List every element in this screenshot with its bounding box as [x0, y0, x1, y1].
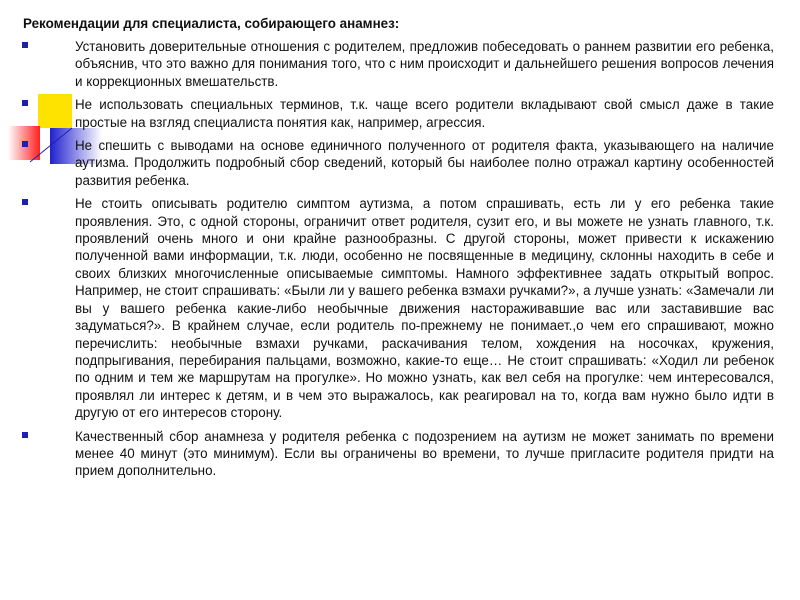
list-item-text: Не стоить описывать родителю симптом аутизма, а потом спрашивать, есть ли у его ребенка такие проявления. Это, с одной стороны, ограничит ответ родителя, сузит его, и вы можете не узнать главного, т.к. проявлений очень много и они крайне разнообразны. С другой стороны, может привести к искажению полученной вами информации, т.к. люди, особенно не посвященные в медицину, склонны находить в себе и своих близких многочисленные описываемые симптомы. Намного эффективнее задать открытый вопрос. Например, не стоит спрашивать: «Были ли у вашего ребенка взмахи ручками?», а лучше узнать: «Замечали ли вы у вашего ребенка какие-либо необычные движения настораживавшие вас или заставившие вас задуматься?». В крайнем случае, если родитель по-прежнему не понимает.,о чем его спрашивают, можно перечислить: необычные взмахи ручками, раскачивания телом, хождения на носочках, кружения, подпрыгивания, перебирания пальцами, возможно, какие-то еще… Не стоит спрашивать: «Ходил ли ребенок по одним и тем же маршрутам на прогулке». Но можно узнать, как вел себя на прогулке: чем интересовался, проявлял ли интерес к детям, и в чем это выражалось, как реагировал на то, когда вам нужно было идти в другую от его интересов сторону. [75, 196, 774, 421]
square-bullet-icon [22, 42, 28, 48]
square-bullet-icon [22, 432, 28, 438]
list-item [22, 38, 774, 90]
square-bullet-icon [22, 141, 28, 147]
list-item [22, 428, 774, 480]
list-item-text: Установить доверительные отношения с родителем, предложив побеседовать о раннем развитии его ребенка, объяснив, что это важно для понимания того, что с ним происходит и дальнейшего решения вопросов лечения и коррекционных вмешательств. [75, 39, 774, 89]
square-bullet-icon [22, 199, 28, 205]
slide-title: Рекомендации для специалиста, собирающего анамнез: [23, 16, 400, 31]
list-item [22, 96, 774, 131]
recommendations-list [22, 38, 774, 486]
list-item [22, 137, 774, 189]
list-item-text: Не использовать специальных терминов, т.к. чаще всего родители вкладывают свой смысл даже в такие простые на взгляд специалиста понятия как, например, агрессия. [75, 97, 774, 130]
list-item [22, 195, 774, 421]
list-item-text: Не спешить с выводами на основе единичного полученного от родителя факта, указывающего на наличие аутизма. Продолжить подробный сбор сведений, который бы наиболее полно отражал картину особенностей развития ребенка. [75, 138, 774, 188]
list-item-text: Качественный сбор анамнеза у родителя ребенка с подозрением на аутизм не может занимать по времени менее 40 минут (это минимум). Если вы ограничены во времени, то лучше пригласите родителя придти на прием дополнительно. [75, 428, 774, 479]
square-bullet-icon [22, 100, 28, 106]
